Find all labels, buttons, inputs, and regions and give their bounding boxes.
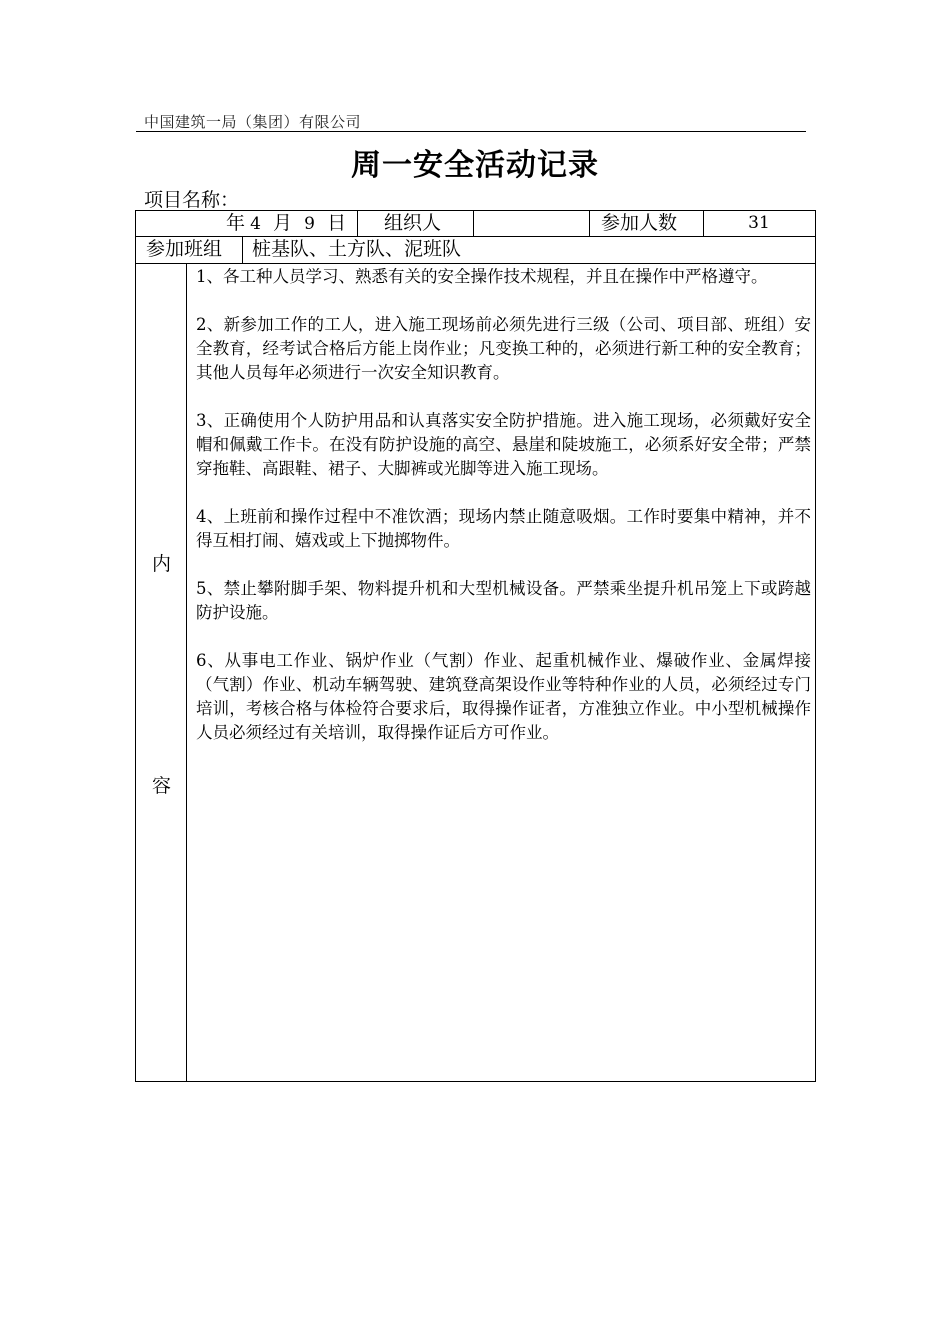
teams-value: 桩基队、土方队、泥班队 bbox=[252, 238, 462, 260]
page-title: 周一安全活动记录 bbox=[351, 148, 599, 183]
date-day-value: 9 bbox=[304, 214, 315, 234]
date-month-value: 4 bbox=[250, 214, 261, 234]
col-divider-organizer bbox=[473, 211, 474, 236]
header-rule bbox=[136, 131, 806, 132]
project-name-label: 项目名称： bbox=[144, 189, 240, 211]
content-label-bottom: 容 bbox=[152, 775, 172, 797]
date-field bbox=[226, 211, 346, 236]
col-divider-date bbox=[357, 211, 358, 236]
content-item: 6、从事电工作业、锅炉作业（气割）作业、起重机械作业、爆破作业、金属焊接（气割）作业、机动车辆驾驶、建筑登高架设作业等特种作业的人员，必须经过专门培训，考核合格与体检符合要求后，取得操作证者，方准独立作业。中小型机械操作人员必须经过有关培训，取得操作证后方可作业。 bbox=[196, 651, 811, 742]
content-item: 2、新参加工作的工人，进入施工现场前必须先进行三级（公司、项目部、班组）安全教育，经考试合格后方能上岗作业；凡变换工种的，必须进行新工种的安全教育；其他人员每年必须进行一次安全知识教育。 bbox=[196, 315, 811, 382]
date-day-char: 日 bbox=[327, 212, 347, 234]
col-divider-teams bbox=[242, 236, 243, 263]
col-divider-content bbox=[186, 263, 187, 1081]
content-item: 1、各工种人员学习、熟悉有关的安全操作技术规程，并且在操作中严格遵守。 bbox=[196, 267, 768, 286]
content-item: 4、上班前和操作过程中不准饮酒；现场内禁止随意吸烟。工作时要集中精神，并不得互相打闹、嬉戏或上下抛掷物件。 bbox=[196, 507, 811, 550]
content-body bbox=[196, 265, 811, 769]
activity-table bbox=[135, 210, 816, 1082]
content-label-top: 内 bbox=[152, 553, 172, 575]
company-name: 中国建筑一局（集团）有限公司 bbox=[144, 113, 362, 131]
date-year-char: 年 bbox=[226, 212, 246, 234]
teams-label: 参加班组 bbox=[146, 238, 223, 260]
organizer-label: 组织人 bbox=[384, 212, 442, 234]
col-divider-participants-label bbox=[589, 211, 590, 236]
content-item: 5、禁止攀附脚手架、物料提升机和大型机械设备。严禁乘坐提升机吊笼上下或跨越防护设施。 bbox=[196, 579, 811, 622]
participants-value: 31 bbox=[748, 213, 770, 233]
date-month-char: 月 bbox=[273, 212, 293, 234]
content-item: 3、正确使用个人防护用品和认真落实安全防护措施。进入施工现场，必须戴好安全帽和佩戴工作卡。在没有防护设施的高空、悬崖和陡坡施工，必须系好安全带；严禁穿拖鞋、高跟鞋、裙子、大脚裤或光脚等进入施工现场。 bbox=[196, 411, 811, 478]
row-divider-1 bbox=[136, 236, 815, 237]
row-divider-2 bbox=[136, 263, 815, 264]
participants-label: 参加人数 bbox=[601, 212, 678, 234]
